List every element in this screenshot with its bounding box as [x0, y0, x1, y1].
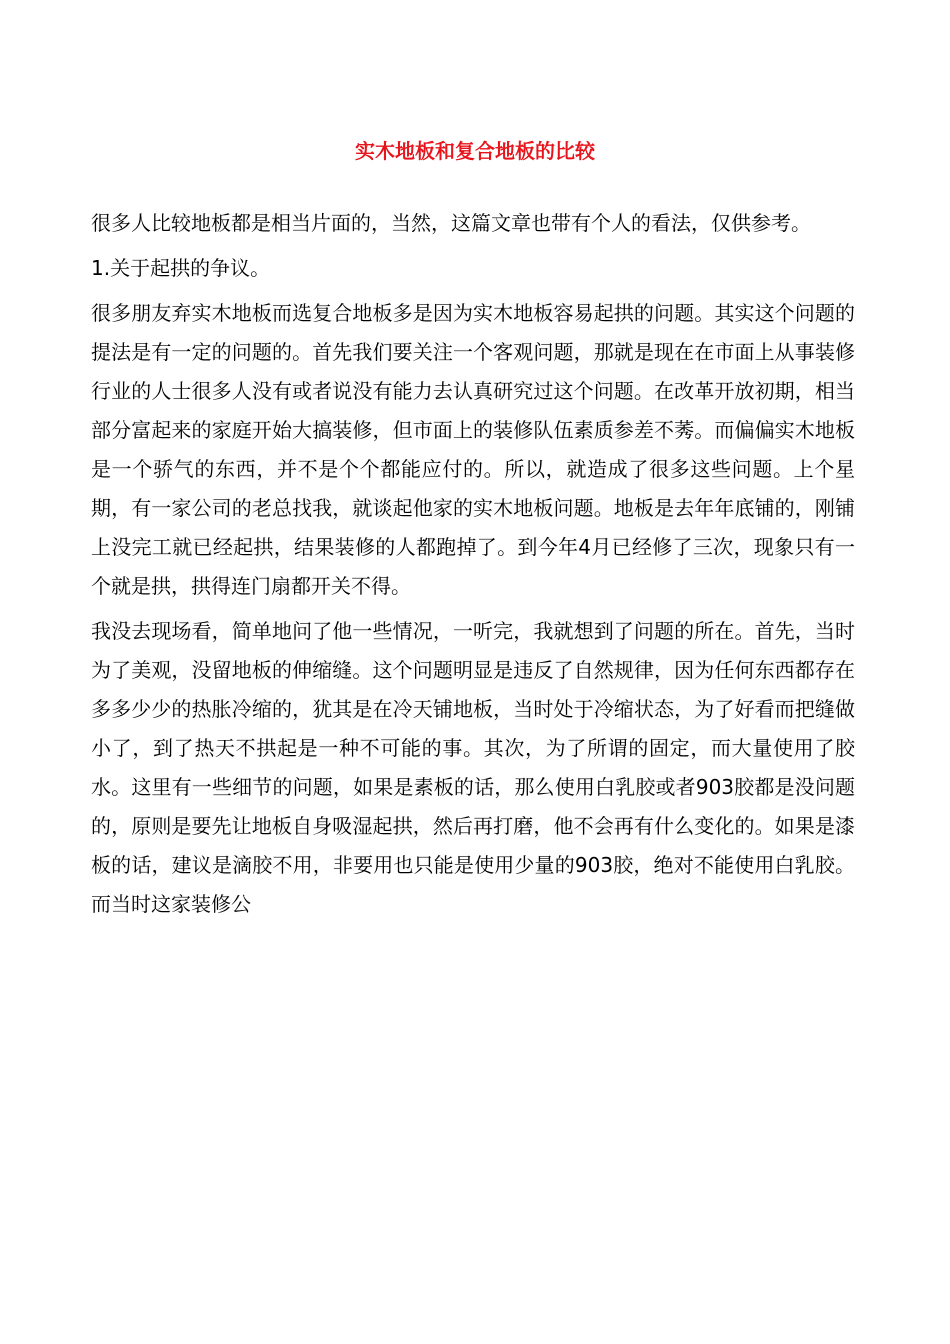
paragraph-arching-issue: 很多朋友弃实木地板而选复合地板多是因为实木地板容易起拱的问题。其实这个问题的提法是有一定的问题的。首先我们要关注一个客观问题，那就是现在在市面上从事装修行业的人士很多人没有或者说没有能力去认真研究过这个问题。在改革开放初期，相当部分富起来的家庭开始大搞装修，但市面上的装修队伍素质参差不莠。而偏偏实木地板是一个骄气的东西，并不是个个都能应付的。所以，就造成了很多这些问题。上个星期，有一家公司的老总找我，就谈起他家的实木地板问题。地板是去年年底铺的，刚铺上没完工就已经起拱，结果装修的人都跑掉了。到今年4月已经修了三次，现象只有一个就是拱，拱得连门扇都开关不得。 [91, 301, 855, 598]
paragraph-intro: 很多人比较地板都是相当片面的，当然，这篇文章也带有个人的看法，仅供参考。 [91, 211, 811, 235]
document-body [91, 204, 855, 930]
paragraph-analysis: 我没去现场看，简单地问了他一些情况，一听完，我就想到了问题的所在。首先，当时为了美观，没留地板的伸缩缝。这个问题明显是违反了自然规律，因为任何东西都存在多多少少的热胀冷缩的，犹其是在冷天铺地板，当时处于冷缩状态，为了好看而把缝做小了，到了热天不拱起是一种不可能的事。其次，为了所谓的固定，而大量使用了胶水。这里有一些细节的问题，如果是素板的话，那么使用白乳胶或者903胶都是没问题的，原则是要先让地板自身吸湿起拱，然后再打磨，他不会再有什么变化的。如果是漆板的话，建议是滴胶不用，非要用也只能是使用少量的903胶，绝对不能使用白乳胶。而当时这家装修公 [91, 619, 855, 916]
section-heading: 1.关于起拱的争议。 [91, 256, 271, 280]
document-title: 实木地板和复合地板的比较 [355, 139, 595, 163]
